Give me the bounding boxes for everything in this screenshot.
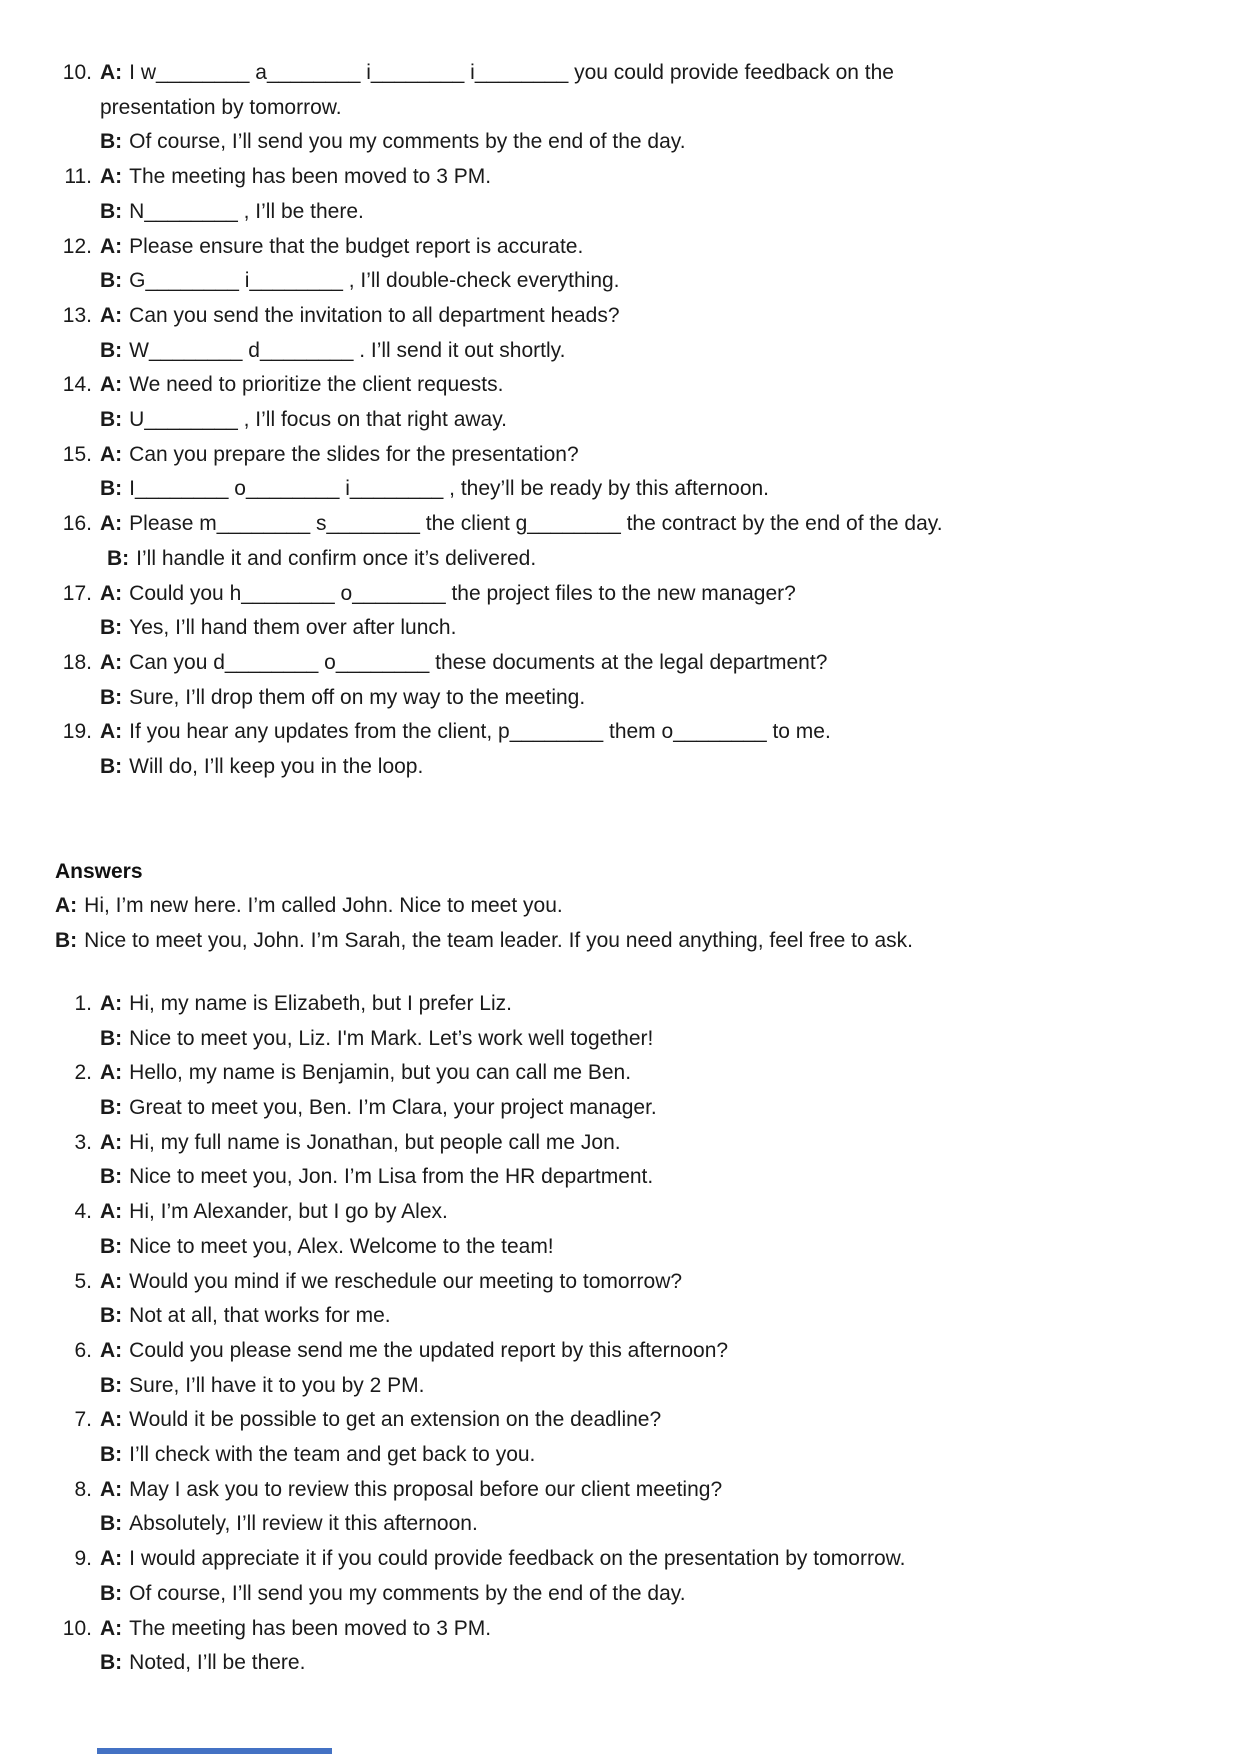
item-number: 2. bbox=[74, 1061, 92, 1085]
speaker-label-a: A: bbox=[100, 1477, 123, 1501]
answer-item-8 bbox=[55, 1473, 1196, 1542]
dialogue-line-a-continuation bbox=[100, 91, 1196, 126]
dialogue-content bbox=[100, 987, 1196, 1056]
speaker-label-a: A: bbox=[100, 61, 123, 84]
dialogue-line-a bbox=[100, 56, 1196, 91]
speaker-label-a: A: bbox=[100, 650, 123, 674]
answer-item-3 bbox=[55, 1126, 1196, 1195]
speaker-label-b: B: bbox=[100, 199, 123, 223]
dialogue-content bbox=[100, 56, 1196, 160]
item-number: 3. bbox=[74, 1130, 92, 1154]
line-text: W________ d________ . I’ll send it out shortly. bbox=[129, 338, 566, 362]
dialogue-content bbox=[100, 1612, 1196, 1681]
dialogue-line-a bbox=[100, 1195, 1196, 1230]
line-text: presentation by tomorrow. bbox=[100, 95, 342, 119]
line-text: Would it be possible to get an extension on the deadline? bbox=[129, 1408, 662, 1432]
dialogue-line-a bbox=[100, 577, 1196, 612]
line-text: Sure, I’ll have it to you by 2 PM. bbox=[129, 1373, 425, 1397]
dialogue-content bbox=[100, 1056, 1196, 1125]
item-number: 16. bbox=[62, 512, 92, 536]
item-number: 4. bbox=[74, 1200, 92, 1224]
dialogue-item-15 bbox=[55, 438, 1196, 507]
line-text: Hi, my full name is Jonathan, but people call me Jon. bbox=[129, 1130, 621, 1154]
line-text: I w________ a________ i________ i________ you could provide feedback on the bbox=[129, 61, 894, 84]
dialogue-line-b bbox=[100, 1507, 1196, 1542]
speaker-label-a: A: bbox=[100, 442, 123, 466]
answers-intro-line-b bbox=[55, 924, 1196, 959]
speaker-label-a: A: bbox=[100, 1338, 123, 1362]
speaker-label-a: A: bbox=[100, 1061, 123, 1085]
dialogue-line-b bbox=[100, 1022, 1196, 1057]
item-number: 6. bbox=[74, 1338, 92, 1362]
item-number: 10. bbox=[62, 1616, 92, 1640]
dialogue-content bbox=[100, 299, 1196, 368]
dialogue-line-b bbox=[100, 1646, 1196, 1681]
line-text: Can you prepare the slides for the presentation? bbox=[129, 442, 579, 466]
dialogue-item-13 bbox=[55, 299, 1196, 368]
dialogue-content bbox=[100, 1334, 1196, 1403]
dialogue-line-a bbox=[100, 1126, 1196, 1161]
dialogue-content bbox=[100, 1403, 1196, 1472]
speaker-label-b: B: bbox=[100, 477, 123, 501]
line-text: May I ask you to review this proposal before our client meeting? bbox=[129, 1477, 723, 1501]
line-text: I would appreciate it if you could provide feedback on the presentation by tomorrow. bbox=[129, 1547, 906, 1571]
speaker-label-a: A: bbox=[100, 1408, 123, 1432]
dialogue-line-a bbox=[100, 1265, 1196, 1300]
item-number: 17. bbox=[62, 581, 92, 605]
dialogue-line-a bbox=[100, 1056, 1196, 1091]
item-number: 13. bbox=[62, 303, 92, 327]
item-number: 8. bbox=[74, 1477, 92, 1501]
dialogue-content bbox=[100, 368, 1196, 437]
dialogue-line-b bbox=[100, 1369, 1196, 1404]
speaker-label-b: B: bbox=[100, 1581, 123, 1605]
dialogue-line-a bbox=[100, 507, 1196, 542]
speaker-label-b: B: bbox=[100, 1234, 123, 1258]
speaker-label-a: A: bbox=[100, 373, 123, 397]
speaker-label-a: A: bbox=[100, 165, 123, 189]
dialogue-line-b bbox=[100, 1160, 1196, 1195]
line-text: Hello, my name is Benjamin, but you can call me Ben. bbox=[129, 1061, 632, 1085]
answer-item-6 bbox=[55, 1334, 1196, 1403]
speaker-label-a: A: bbox=[100, 1130, 123, 1154]
dialogue-content bbox=[100, 646, 1196, 715]
line-text: Please m________ s________ the client g________ the contract by the end of the day. bbox=[129, 512, 943, 536]
speaker-label-a: A: bbox=[100, 303, 123, 327]
speaker-label-b: B: bbox=[100, 1443, 123, 1467]
line-text: Absolutely, I’ll review it this afternoon. bbox=[129, 1512, 478, 1536]
speaker-label-a: A: bbox=[100, 234, 123, 258]
next-page-table-header-sliver bbox=[97, 1748, 332, 1754]
speaker-label-a: A: bbox=[55, 894, 78, 918]
answer-item-1 bbox=[55, 987, 1196, 1056]
speaker-label-a: A: bbox=[100, 581, 123, 605]
answer-item-5 bbox=[55, 1265, 1196, 1334]
dialogue-content bbox=[100, 230, 1196, 299]
dialogue-item-17 bbox=[55, 577, 1196, 646]
dialogue-line-b bbox=[100, 472, 1196, 507]
line-text: Of course, I’ll send you my comments by the end of the day. bbox=[129, 130, 686, 154]
speaker-label-a: A: bbox=[100, 720, 123, 744]
answers-section bbox=[55, 855, 1196, 1681]
line-text: The meeting has been moved to 3 PM. bbox=[129, 1616, 492, 1640]
speaker-label-b: B: bbox=[100, 1512, 123, 1536]
dialogue-content bbox=[100, 1473, 1196, 1542]
answers-list bbox=[55, 987, 1196, 1681]
dialogue-line-b bbox=[100, 1230, 1196, 1265]
dialogue-line-a bbox=[100, 299, 1196, 334]
speaker-label-a: A: bbox=[100, 1616, 123, 1640]
dialogue-line-a bbox=[100, 1403, 1196, 1438]
dialogue-line-b bbox=[100, 1091, 1196, 1126]
line-text: Could you h________ o________ the project files to the new manager? bbox=[129, 581, 796, 605]
fill-in-the-blank-section bbox=[55, 56, 1196, 785]
speaker-label-b: B: bbox=[100, 130, 123, 154]
dialogue-item-16 bbox=[55, 507, 1196, 576]
dialogue-content bbox=[100, 1542, 1196, 1611]
item-number: 5. bbox=[74, 1269, 92, 1293]
item-number: 10. bbox=[62, 61, 92, 84]
line-text: Nice to meet you, Liz. I'm Mark. Let’s work well together! bbox=[129, 1026, 654, 1050]
item-number: 14. bbox=[62, 373, 92, 397]
dialogue-content bbox=[100, 507, 1196, 576]
speaker-label-b: B: bbox=[100, 269, 123, 293]
dialogue-line-a bbox=[100, 160, 1196, 195]
line-text: U________ , I’ll focus on that right away. bbox=[129, 408, 508, 432]
line-text: We need to prioritize the client requests. bbox=[129, 373, 504, 397]
dialogue-item-14 bbox=[55, 368, 1196, 437]
dialogue-item-18 bbox=[55, 646, 1196, 715]
dialogue-content bbox=[100, 1195, 1196, 1264]
speaker-label-a: A: bbox=[100, 991, 123, 1015]
answer-item-10 bbox=[55, 1612, 1196, 1681]
line-text: N________ , I’ll be there. bbox=[129, 199, 364, 223]
dialogue-item-10 bbox=[55, 56, 1196, 160]
answer-item-9 bbox=[55, 1542, 1196, 1611]
dialogue-line-a bbox=[100, 438, 1196, 473]
answer-item-2 bbox=[55, 1056, 1196, 1125]
dialogue-line-b bbox=[107, 542, 1196, 577]
speaker-label-b: B: bbox=[100, 1304, 123, 1328]
dialogue-item-19 bbox=[55, 715, 1196, 784]
speaker-label-b: B: bbox=[100, 755, 123, 779]
dialogue-line-a bbox=[100, 1542, 1196, 1577]
dialogue-line-b bbox=[100, 264, 1196, 299]
line-text: G________ i________ , I’ll double-check everything. bbox=[129, 269, 620, 293]
dialogue-line-b bbox=[100, 611, 1196, 646]
line-text: Will do, I’ll keep you in the loop. bbox=[129, 755, 424, 779]
dialogue-content bbox=[100, 1126, 1196, 1195]
line-text: Nice to meet you, John. I’m Sarah, the team leader. If you need anything, feel free to ask. bbox=[84, 929, 913, 953]
dialogue-content bbox=[100, 438, 1196, 507]
line-text: Hi, my name is Elizabeth, but I prefer Liz. bbox=[129, 991, 512, 1015]
item-number: 9. bbox=[74, 1547, 92, 1571]
line-text: Sure, I’ll drop them off on my way to the meeting. bbox=[129, 685, 586, 709]
speaker-label-b: B: bbox=[100, 1373, 123, 1397]
speaker-label-a: A: bbox=[100, 512, 123, 536]
dialogue-content bbox=[100, 577, 1196, 646]
dialogue-line-a bbox=[100, 715, 1196, 750]
speaker-label-b: B: bbox=[100, 1165, 123, 1189]
line-text: The meeting has been moved to 3 PM. bbox=[129, 165, 492, 189]
line-text: Would you mind if we reschedule our meeting to tomorrow? bbox=[129, 1269, 683, 1293]
dialogue-item-11 bbox=[55, 160, 1196, 229]
answer-item-4 bbox=[55, 1195, 1196, 1264]
speaker-label-b: B: bbox=[55, 929, 78, 953]
line-text: Could you please send me the updated report by this afternoon? bbox=[129, 1338, 729, 1362]
item-number: 11. bbox=[64, 165, 92, 189]
speaker-label-b: B: bbox=[100, 1651, 123, 1675]
answers-heading: Answers bbox=[55, 859, 143, 883]
answer-item-7 bbox=[55, 1403, 1196, 1472]
dialogue-line-a bbox=[100, 987, 1196, 1022]
speaker-label-b: B: bbox=[100, 408, 123, 432]
line-text: I’ll check with the team and get back to you. bbox=[129, 1443, 536, 1467]
line-text: Nice to meet you, Alex. Welcome to the team! bbox=[129, 1234, 554, 1258]
dialogue-line-a bbox=[100, 1473, 1196, 1508]
line-text: Please ensure that the budget report is accurate. bbox=[129, 234, 584, 258]
line-text: Great to meet you, Ben. I’m Clara, your project manager. bbox=[129, 1095, 657, 1119]
dialogue-line-b bbox=[100, 1299, 1196, 1334]
item-number: 1. bbox=[74, 991, 92, 1015]
dialogue-line-a bbox=[100, 1612, 1196, 1647]
line-text: Can you send the invitation to all department heads? bbox=[129, 303, 620, 327]
speaker-label-a: A: bbox=[100, 1200, 123, 1224]
dialogue-line-b bbox=[100, 334, 1196, 369]
dialogue-line-b bbox=[100, 1438, 1196, 1473]
dialogue-line-b bbox=[100, 403, 1196, 438]
dialogue-line-a bbox=[100, 368, 1196, 403]
item-number: 15. bbox=[62, 442, 92, 466]
line-text: Hi, I’m Alexander, but I go by Alex. bbox=[129, 1200, 448, 1224]
speaker-label-a: A: bbox=[100, 1269, 123, 1293]
dialogue-line-a bbox=[100, 1334, 1196, 1369]
line-text: Of course, I’ll send you my comments by the end of the day. bbox=[129, 1581, 686, 1605]
dialogue-line-b bbox=[100, 125, 1196, 160]
dialogue-line-b bbox=[100, 195, 1196, 230]
line-text: Yes, I’ll hand them over after lunch. bbox=[129, 616, 457, 640]
dialogue-content bbox=[100, 160, 1196, 229]
line-text: Nice to meet you, Jon. I’m Lisa from the HR department. bbox=[129, 1165, 654, 1189]
dialogue-line-b bbox=[100, 1577, 1196, 1612]
line-text: I’ll handle it and confirm once it’s delivered. bbox=[136, 546, 537, 570]
speaker-label-b: B: bbox=[100, 1095, 123, 1119]
dialogue-line-b bbox=[100, 681, 1196, 716]
speaker-label-b: B: bbox=[100, 685, 123, 709]
speaker-label-b: B: bbox=[107, 546, 130, 570]
dialogue-content bbox=[100, 1265, 1196, 1334]
speaker-label-b: B: bbox=[100, 338, 123, 362]
speaker-label-a: A: bbox=[100, 1547, 123, 1571]
line-text: If you hear any updates from the client, p________ them o________ to me. bbox=[129, 720, 831, 744]
dialogue-line-b bbox=[100, 750, 1196, 785]
item-number: 18. bbox=[62, 650, 92, 674]
dialogue-content bbox=[100, 715, 1196, 784]
line-text: Can you d________ o________ these documents at the legal department? bbox=[129, 650, 828, 674]
item-number: 7. bbox=[74, 1408, 92, 1432]
dialogue-line-a bbox=[100, 230, 1196, 265]
dialogue-line-a bbox=[100, 646, 1196, 681]
item-number: 12. bbox=[62, 234, 92, 258]
answers-intro-line-a bbox=[55, 889, 1196, 924]
line-text: Noted, I’ll be there. bbox=[129, 1651, 306, 1675]
dialogue-item-12 bbox=[55, 230, 1196, 299]
line-text: Hi, I’m new here. I’m called John. Nice to meet you. bbox=[84, 894, 563, 918]
line-text: I________ o________ i________ , they’ll be ready by this afternoon. bbox=[129, 477, 770, 501]
line-text: Not at all, that works for me. bbox=[129, 1304, 391, 1328]
speaker-label-b: B: bbox=[100, 616, 123, 640]
item-number: 19. bbox=[62, 720, 92, 744]
speaker-label-b: B: bbox=[100, 1026, 123, 1050]
